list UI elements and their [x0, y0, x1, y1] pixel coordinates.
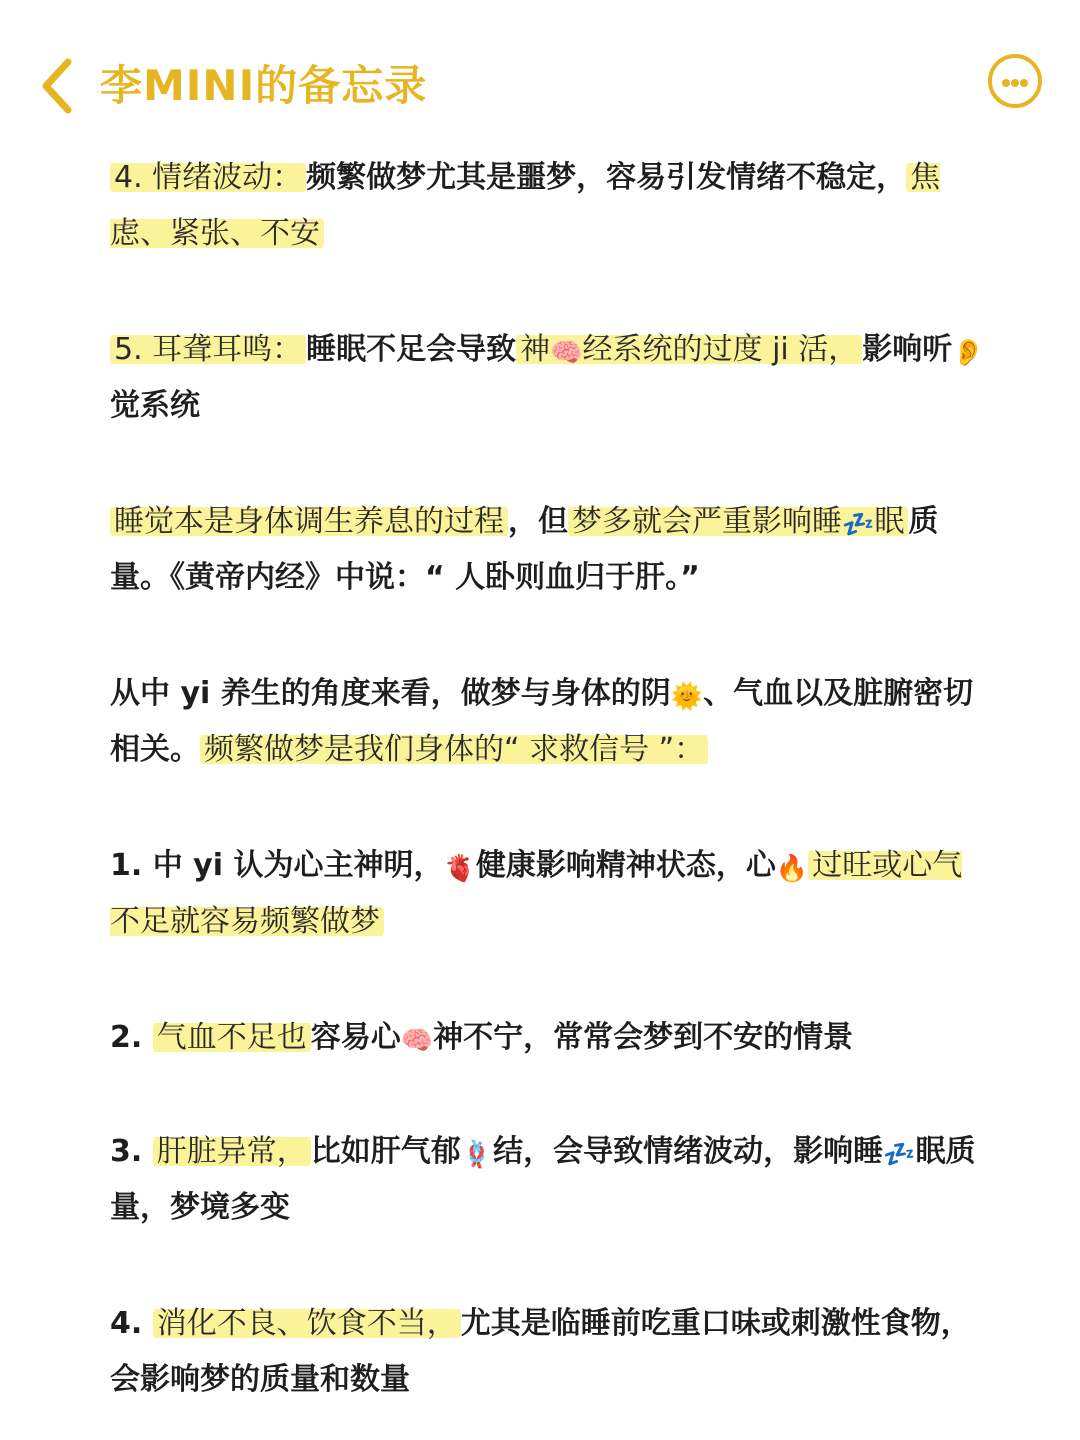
highlight: 焦虑、紧张、不安: [110, 160, 941, 251]
list-item-4: [110, 1296, 990, 1408]
highlight: 肝脏异常，: [153, 1134, 311, 1169]
text: 结，会导致情绪波动，影响睡: [493, 1134, 884, 1169]
paragraph-sleep: [110, 494, 990, 606]
text: 4.: [110, 1306, 153, 1341]
list-item-1: [110, 838, 990, 950]
more-dot: [1011, 79, 1019, 87]
sun-icon: 🌞: [670, 682, 704, 712]
text: 神不宁，常常会梦到不安的情景: [433, 1020, 854, 1055]
paragraph-hearing: [110, 322, 990, 434]
text: 从中 yi 养生的角度来看，做梦与身体的阴: [110, 676, 671, 711]
text: 3.: [110, 1134, 153, 1169]
brain-icon: 🧠: [400, 1026, 434, 1056]
highlight: 消化不良、饮食不当，: [153, 1306, 461, 1341]
list-item-3: [110, 1124, 990, 1236]
text: 睡眠不足会导致: [306, 332, 517, 367]
fire-icon: 🔥: [775, 854, 809, 884]
text: 、气血以及脏腑密切相关。: [110, 676, 974, 767]
zzz-icon: 💤: [842, 510, 875, 540]
highlight: 气血不足也: [153, 1020, 311, 1055]
more-button[interactable]: [988, 54, 1042, 108]
text: 频繁做梦尤其是噩梦，容易引发情绪不稳定，: [306, 160, 907, 195]
highlight: 频繁做梦是我们身体的“ 求救信号 ”：: [200, 732, 708, 767]
text: 眠: [874, 504, 905, 539]
knot-icon: 🪢: [460, 1140, 494, 1170]
text: 梦多就会严重影响睡: [572, 504, 842, 539]
highlight: 5. 耳聋耳鸣：: [110, 332, 306, 367]
highlight: [516, 332, 862, 367]
brain-icon: 🧠: [550, 338, 583, 368]
text: ，但: [508, 504, 568, 539]
more-dots-icon: [1002, 79, 1010, 87]
highlight: 4. 情绪波动：: [110, 160, 306, 195]
text: 眠质量，梦境多变: [110, 1134, 976, 1225]
highlight: 睡觉本是身体调生养息的过程: [110, 504, 508, 539]
text: 容易心: [310, 1020, 401, 1055]
text: 比如肝气郁: [310, 1134, 461, 1169]
highlight: 过旺或心气不足就容易频繁做梦: [110, 848, 963, 939]
text: 影响听: [862, 332, 953, 367]
text: 1. 中 yi 认为心主神明，: [110, 848, 444, 883]
ear-icon: 👂: [952, 338, 985, 368]
text: 神: [520, 332, 551, 367]
zzz-icon: 💤: [883, 1140, 916, 1170]
page-title: 李MINI的备忘录: [100, 61, 428, 110]
text: 健康影响精神状态，心: [475, 848, 776, 883]
list-item-2: [110, 1010, 990, 1066]
text: 觉系统: [110, 388, 200, 423]
back-button[interactable]: [36, 56, 80, 116]
top-bar: [0, 0, 1080, 150]
highlight: [568, 504, 908, 539]
chevron-left-icon: [36, 56, 80, 116]
text: 经系统的过度 ji 活，: [582, 332, 859, 367]
note-body: [110, 150, 990, 1408]
heart-icon: 🫀: [443, 854, 476, 884]
more-dot: [1020, 79, 1028, 87]
paragraph-emotion: [110, 150, 990, 262]
text: 质量。《黄帝内经》中说：“ 人卧则血归于肝。”: [110, 504, 939, 595]
text: 尤其是临睡前吃重口味或刺激性食物，会影响梦的质量和数量: [110, 1306, 971, 1397]
paragraph-tcm: [110, 666, 990, 778]
text: 2.: [110, 1020, 153, 1055]
